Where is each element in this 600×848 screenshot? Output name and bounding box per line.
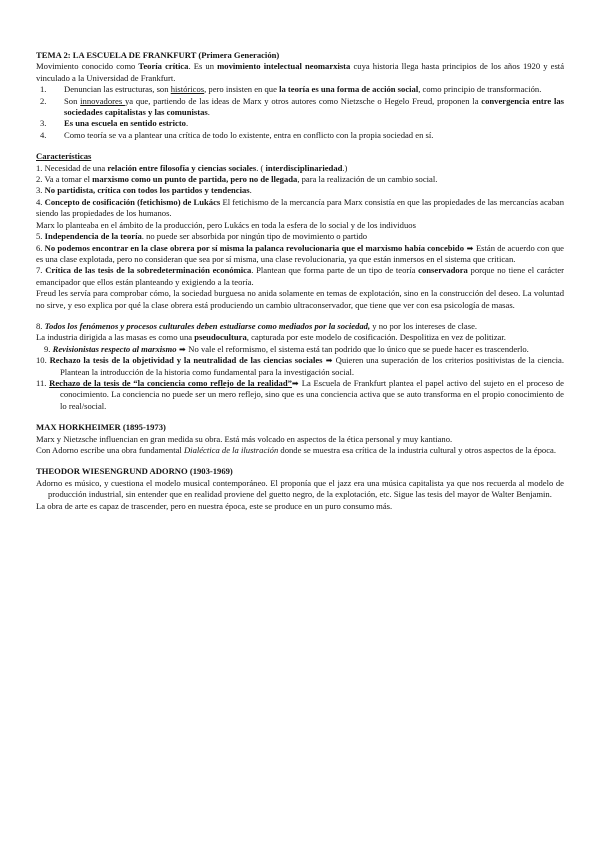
adorno-paragraph-2: La obra de arte es capaz de trascender, pero en nuestra época, este se produce en un puro consumo más. — [36, 500, 393, 511]
characteristic-7-note: Freud les servía para comprobar cómo, la sociedad burguesa no anida solamente en temas de explotación, sino en la construcción del deseo. La voluntad no sirve, y eso explica por qué la clase obrera está produciendo un cambio ultraconservador, que tiene que ver con esa psicología de masas. — [36, 288, 564, 310]
arrow-right-icon: ➡ — [176, 344, 189, 354]
numbered-item-4: 4. Como teoría se va a plantear una crítica de todo lo existente, entra en conflicto con la propia sociedad en sí. — [40, 129, 434, 140]
horkheimer-heading: MAX HORKHEIMER (1895-1973) — [36, 422, 166, 433]
numbered-item-3: 3. Es una escuela en sentido estricto. — [40, 118, 189, 129]
characteristic-8: 8. Todos los fenómenos y procesos culturales deben estudiarse como mediados por la sociedad, y no por los intereses de clase. — [36, 320, 478, 331]
characteristics-heading: Características — [36, 151, 92, 162]
characteristic-3: 3. No partidista, crítica con todos los partidos y tendencias. — [36, 185, 252, 196]
horkheimer-paragraph-2: Con Adorno escribe una obra fundamental Dialéctica de la ilustración donde se muestra esa crítica de la industria cultural y otros aspectos de la época. — [36, 445, 557, 455]
characteristic-4-note: Marx lo planteaba en el ámbito de la producción, pero Lukács en toda la esfera de lo social y de los individuos — [36, 219, 416, 230]
characteristic-11: 11. Rechazo de la tesis de “la conciencia como reflejo de la realidad”➡ La Escuela de Frankfurt plantea el papel activo del sujeto en el proceso de conocimiento. La conciencia no puede ser un mero reflejo, sino que es una conciencia activa que se auto transforma en el propio conocimiento de lo real/social. — [36, 377, 564, 411]
characteristic-4: 4. Concepto de cosificación (fetichismo) de Lukács El fetichismo de la mercancía para Marx consistía en que las propiedades de las mercancías acaban siendo las propiedades de los humanos. — [36, 196, 565, 219]
adorno-heading: THEODOR WIESENGRUND ADORNO (1903-1969) — [36, 466, 233, 477]
intro-paragraph: Movimiento conocido como Teoría crítica. Es un movimiento intelectual neomarxista cuya historia llega hasta principios de los años 1920 y está vinculado a la Universidad de Frankfurt. — [36, 61, 565, 83]
adorno-paragraph-1: Adorno es músico, y cuestiona el modelo musical contemporáneo. El proponía que el jazz era una música capitalista ya que nos recuerda al modelo de producción industrial, sin entender que en realidad proviene del guetto negro, de la explotación, etc. Sigue las tesis del mayor de Walter Benjamin. — [36, 477, 564, 500]
characteristic-7: 7. Crítica de las tesis de la sobredeterminación económica. Plantean que forma parte de un tipo de teoría conservadora porque no tiene el carácter emancipador que ellos están planteando y exigiendo a la teoría. — [36, 265, 565, 287]
numbered-item-2: 2. Son innovadores ya que, partiendo de las ideas de Marx y otros autores como Nietzsche o Hegelo Freud, proponen la convergencia entre las sociedades capitalistas y las comunistas. — [40, 95, 564, 118]
characteristic-9: 9. Revisionistas respecto al marxismo ➡ No vale el reformismo, el sistema está tan podrido que lo único que se puede hacer es trascenderlo. — [44, 343, 529, 354]
arrow-right-icon: ➡ — [322, 356, 336, 366]
characteristic-10: 10. Rechazo la tesis de la objetividad y la neutralidad de las ciencias sociales ➡ Quieren una superación de los criterios positivistas de la ciencia. Plantean la introducción de la historia como fundamental para la investigación social. — [36, 355, 565, 377]
document-title: TEMA 2: LA ESCUELA DE FRANKFURT (Primera Generación) — [36, 50, 280, 60]
characteristic-2: 2. Va a tomar el marxismo como un punto de partida, pero no de llegada, para la realización de un cambio social. — [36, 174, 438, 185]
numbered-item-1: 1. Denuncian las estructuras, son históricos, pero insisten en que la teoría es una forma de acción social, como principio de transformación. — [40, 84, 542, 95]
characteristic-6: 6. No podemos encontrar en la clase obrera por sí misma la palanca revolucionaria que el marxismo había concebido ➡ Están de acuerdo con que es una clase explotada, pero no consideran que sea por sí misma, una clase revolucionaria, ya que están inmersos en el sistema que critican. — [36, 242, 564, 264]
horkheimer-paragraph-1: Marx y Nietzsche influencian en gran medida su obra. Está más volcado en aspectos de la ética personal y muy kantiano. — [36, 433, 453, 444]
characteristic-8-note: La industria dirigida a las masas es como una pseudocultura, capturada por este modelo de cosificación. Despolitiza en vez de politizar. — [36, 332, 506, 343]
characteristic-5: 5. Independencia de la teoría. no puede ser absorbida por ningún tipo de movimiento o partido — [36, 231, 368, 242]
arrow-right-icon: ➡ — [291, 378, 302, 388]
arrow-right-icon: ➡ — [464, 243, 476, 253]
characteristic-1: 1. Necesidad de una relación entre filosofía y ciencias sociales. ( interdisciplinariedad.) — [36, 162, 348, 173]
